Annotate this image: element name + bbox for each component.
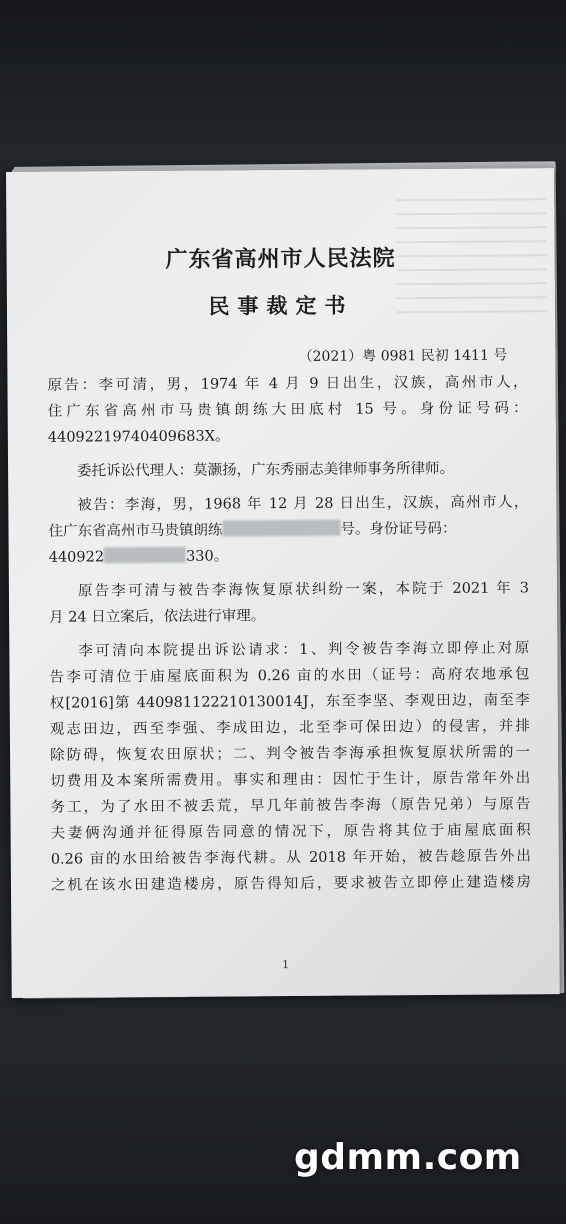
claims-line: 之机在该水田建造楼房，原告得知后，要求被告立即停止建造楼房 (50, 874, 532, 894)
document-page (6, 168, 560, 998)
case-line-2: 月 24 日立案后，依法进行审理。 (49, 608, 266, 626)
claims-line: 夫妻俩沟通并征得原告同意的情况下，原告将其位于庙屋底面积 (50, 822, 531, 842)
case-paragraph (49, 575, 529, 630)
claims-line: 切费用及本案所需费用。事实和理由：因忙于生计，原告常年外出 (50, 770, 531, 790)
defendant-id-start: 440922 (48, 549, 105, 566)
plaintiff-line-3: 44092219740409683X。 (47, 428, 230, 446)
agent-line: 委托诉讼代理人：莫灏扬，广东秀丽志美律师事务所律师。 (77, 460, 455, 480)
site-watermark: gdmm.com (294, 1137, 522, 1178)
redaction-address (222, 520, 340, 537)
plaintiff-line-1: 原告：李可清，男，1974 年 4 月 9 日出生，汉族，高州市人， (47, 374, 528, 394)
claims-line: 务工，为了水田不被丢荒，早几年前被告李海（原告兄弟）与原告 (50, 796, 531, 816)
defendant-address-start: 住广东省高州市马贵镇朗练 (48, 522, 223, 540)
case-line-1: 原告李可清与被告李海恢复原状纠纷一案，本院于 2021 年 3 (77, 580, 529, 600)
claims-line: 权[2016]第 440981122210130014J，东至李坚、李观田边，南至李 (49, 692, 530, 712)
defendant-line-3 (49, 541, 529, 570)
claims-line: 除防碍，恢复农田原状；二、判令被告李海承担恢复原状所需的一 (50, 744, 531, 764)
document-body (47, 369, 531, 898)
claims-paragraph (49, 635, 531, 898)
defendant-line-2 (48, 515, 528, 544)
plaintiff-block (47, 369, 528, 450)
page-number: 1 (281, 958, 290, 972)
claims-line: 李可清向本院提出诉讼请求：1、判令被告李海立即停止对原 (78, 640, 530, 660)
plaintiff-line-2: 住广东省高州市马贵镇朗练大田底村 15 号。身份证号码： (47, 400, 528, 420)
case-number: （2021）粤 0981 民初 1411 号 (298, 347, 508, 365)
defendant-address-end: 号。身份证号码： (340, 520, 457, 538)
claims-line: 0.26 亩的水田给被告李海代耕。从 2018 年开始，被告趁原告外出 (50, 848, 531, 868)
defendant-line-1: 被告：李海，男，1968 年 12 月 28 日出生，汉族，高州市人， (77, 494, 529, 514)
defendant-id-end: 330。 (185, 548, 229, 565)
document-type-title: 民事裁定书 (208, 293, 354, 319)
claims-line: 告李可清位于庙屋底面积为 0.26 亩的水田（证号：高府农地承包 (49, 666, 530, 686)
court-name: 广东省高州市人民法院 (165, 246, 396, 273)
redaction-id (104, 547, 186, 564)
defendant-block (48, 489, 529, 570)
claims-line: 观志田边，西至李强、李成田边，北至李可保田边）的侵害，并排 (49, 718, 530, 738)
